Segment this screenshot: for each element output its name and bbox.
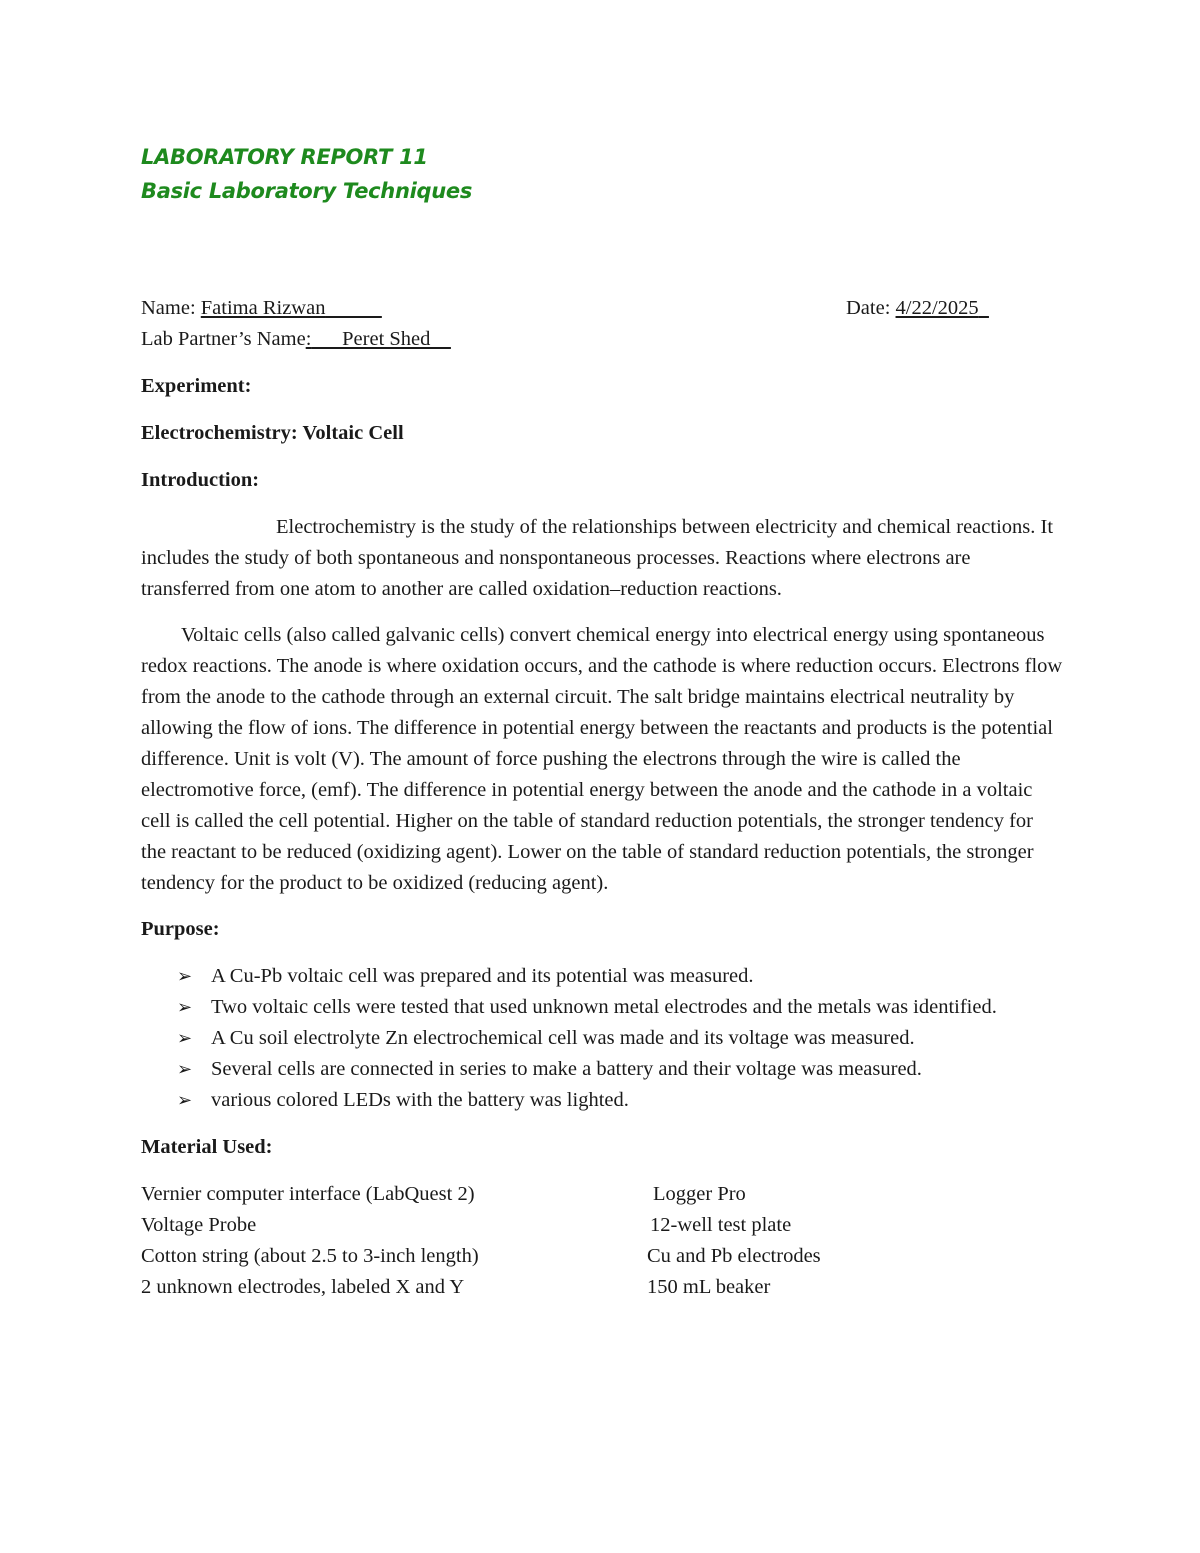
materials-row xyxy=(141,1241,1061,1272)
report-title: LABORATORY REPORT 11 xyxy=(141,145,428,169)
materials-row xyxy=(141,1272,1061,1303)
arrow-bullet-icon: ➢ xyxy=(177,1090,193,1110)
purpose-heading: Purpose: xyxy=(141,918,220,940)
partner-row xyxy=(141,324,1061,355)
materials-row xyxy=(141,1179,1061,1210)
material-item: Cu and Pb electrodes xyxy=(647,1245,821,1267)
arrow-bullet-icon: ➢ xyxy=(177,1028,193,1048)
purpose-item: ➢ A Cu-Pb voltaic cell was prepared and its potential was measured. xyxy=(141,961,1041,992)
name-line xyxy=(141,293,382,324)
name-value: Fatima Rizwan xyxy=(200,297,326,319)
material-item: 150 mL beaker xyxy=(647,1276,771,1298)
experiment-heading: Experiment: xyxy=(141,375,252,397)
purpose-list xyxy=(141,961,1041,1116)
material-item: Voltage Probe xyxy=(141,1214,257,1236)
date-label: Date: xyxy=(846,297,896,319)
material-item: 2 unknown electrodes, labeled X and Y xyxy=(141,1276,465,1298)
materials-list xyxy=(141,1179,1061,1303)
material-item: 12-well test plate xyxy=(650,1214,792,1236)
report-subtitle: Basic Laboratory Techniques xyxy=(141,179,473,203)
name-date-row xyxy=(141,293,1061,324)
purpose-item: ➢ Several cells are connected in series to make a battery and their voltage was measured. xyxy=(141,1054,1041,1085)
introduction-paragraph-1: Electrochemistry is the study of the relationships between electricity and chemical reactions. It includes the study of both spontaneous and nonspontaneous processes. Reactions where electrons are transferred from one atom to another are called oxidation–reduction reactions. xyxy=(141,516,1054,600)
partner-value: : Peret Shed xyxy=(305,328,451,350)
arrow-bullet-icon: ➢ xyxy=(177,997,193,1017)
date-value: 4/22/2025 xyxy=(895,297,979,319)
date-line xyxy=(846,293,989,324)
materials-heading: Material Used: xyxy=(141,1136,273,1158)
partner-label: Lab Partner’s Name xyxy=(141,328,306,350)
purpose-item: ➢ A Cu soil electrolyte Zn electrochemical cell was made and its voltage was measured. xyxy=(141,1023,1041,1054)
arrow-bullet-icon: ➢ xyxy=(177,966,193,986)
material-item: Vernier computer interface (LabQuest 2) xyxy=(141,1183,475,1205)
materials-row xyxy=(141,1210,1061,1241)
document-page xyxy=(141,140,1061,1303)
arrow-bullet-icon: ➢ xyxy=(177,1059,193,1079)
purpose-item: ➢ various colored LEDs with the battery was lighted. xyxy=(141,1085,1041,1116)
purpose-item: ➢ Two voltaic cells were tested that used unknown metal electrodes and the metals was identified. xyxy=(141,992,1041,1023)
experiment-title: Electrochemistry: Voltaic Cell xyxy=(141,422,404,444)
material-item: Cotton string (about 2.5 to 3-inch length) xyxy=(141,1245,479,1267)
introduction-heading: Introduction: xyxy=(141,469,260,491)
name-label: Name: xyxy=(141,297,201,319)
introduction-paragraph-2: Voltaic cells (also called galvanic cells) convert chemical energy into electrical energy using spontaneous redox reactions. The anode is where oxidation occurs, and the cathode is where reduction occurs. Electrons flow from the anode to the cathode through an external circuit. The salt bridge maintains electrical neutrality by allowing the flow of ions. The difference in potential energy between the reactants and products is the potential difference. Unit is volt (V). The amount of force pushing the electrons through the wire is called the electromotive force, (emf). The difference in potential energy between the anode and the cathode in a voltaic cell is called the cell potential. Higher on the table of standard reduction potentials, the stronger tendency for the reactant to be reduced (oxidizing agent). Lower on the table of standard reduction potentials, the stronger tendency for the product to be oxidized (reducing agent). xyxy=(141,624,1063,894)
material-item: Logger Pro xyxy=(653,1183,746,1205)
